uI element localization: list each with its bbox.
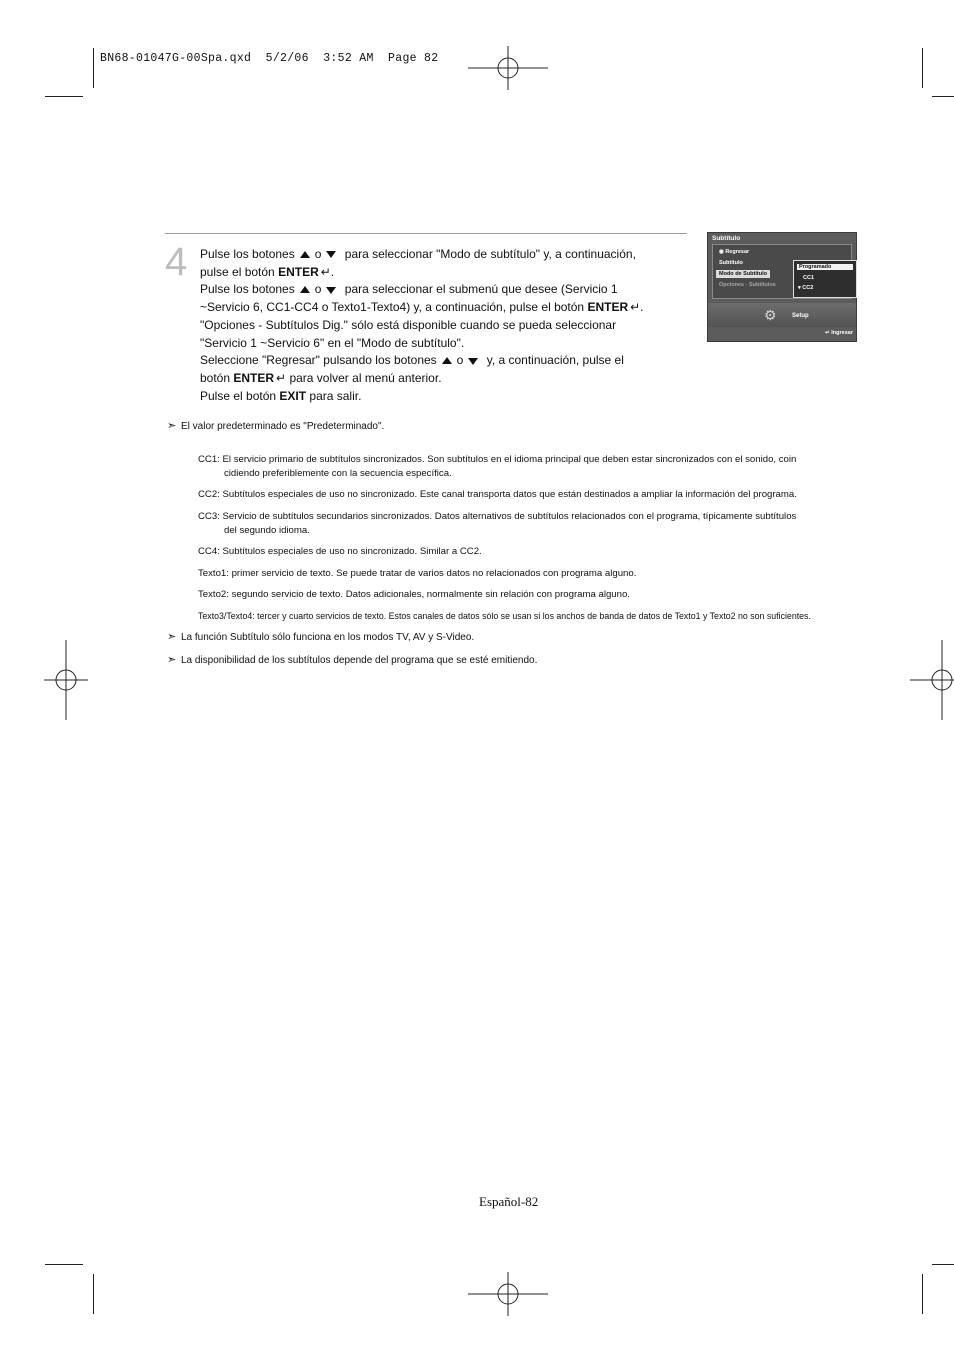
tv-menu-item-options: Opciones - Subtítulos (719, 282, 776, 288)
tv-menu-item-subtitle: Subtítulo (719, 260, 743, 266)
registration-mark-right (910, 640, 954, 720)
step-line-1: Pulse los botones o para seleccionar "Modo de subtítulo" y, a continuación, (200, 247, 636, 261)
tv-popup-item-cc1: CC1 (803, 275, 815, 281)
note-availability: ➣ La disponibilidad de los subtítulos depende del programa que se esté emitiendo. (167, 654, 538, 666)
gear-icon: ⚙ (764, 307, 777, 323)
step-line-6: "Servicio 1 ~Servicio 6" en el "Modo de subtítulo". (200, 335, 465, 350)
enter-icon: ↵ (825, 330, 830, 336)
down-arrow-icon (326, 287, 336, 294)
tv-menu-setup-label: Setup (792, 313, 809, 319)
note-arrow-icon: ➣ (167, 420, 177, 432)
enter-icon: ↵ (320, 264, 331, 279)
enter-icon: ↵ (276, 370, 287, 385)
tv-menu-panel (712, 244, 852, 299)
registration-mark-bottom (468, 1272, 548, 1316)
file-info-header: BN68-01047G-00Spa.qxd 5/2/06 3:52 AM Page 82 (100, 52, 439, 65)
definition-text1: Texto1: primer servicio de texto. Se puede tratar de varios datos no relacionados con programa alguno. (198, 568, 637, 579)
page-number: Español-82 (479, 1194, 539, 1209)
registration-mark-left (44, 640, 88, 720)
note-default-value: ➣ El valor predeterminado es "Predeterminado". (167, 420, 385, 432)
step-line-3: Pulse los botones o para seleccionar el submenú que desee (Servicio 1 (200, 282, 618, 297)
tv-menu-screenshot (707, 232, 857, 342)
tv-menu-title: Subtítulo (712, 235, 741, 242)
tv-menu-item-return: ◉ Regresar (719, 249, 750, 255)
tv-menu-item-mode: Modo de Subtítulo (716, 270, 770, 278)
tv-popup-item-cc2: ▾ CC2 (798, 285, 814, 291)
step-instructions (200, 246, 680, 405)
registration-mark-top (468, 46, 548, 90)
definition-cc1: CC1: El servicio primario de subtítulos sincronizados. Son subtítulos en el idioma principal que deben estar sincronizados con el sonido, coin cidiendo preferiblemente con la secuencia específica. (198, 454, 797, 479)
up-arrow-icon (300, 286, 310, 293)
definition-cc4: CC4: Subtítulos especiales de uso no sincronizado. Similar a CC2. (198, 546, 482, 557)
down-arrow-icon (468, 358, 478, 365)
tv-menu-popup (793, 260, 857, 298)
tv-popup-item-programmed: Programado (797, 264, 853, 270)
step-line-9: Pulse el botón EXIT para salir. (200, 388, 362, 403)
step-number: 4 (165, 240, 188, 284)
down-arrow-icon (326, 251, 336, 258)
up-arrow-icon (442, 357, 452, 364)
definition-text2: Texto2: segundo servicio de texto. Datos adicionales, normalmente sin relación con programa alguno. (198, 589, 630, 600)
note-function: ➣ La función Subtítulo sólo funciona en los modos TV, AV y S-Video. (167, 631, 475, 643)
step-line-2: pulse el botón ENTER ↵. (200, 264, 680, 282)
step-line-8: botón ENTER ↵ para volver al menú anterior. (200, 370, 680, 388)
step-line-4: ~Servicio 6, CC1-CC4 o Texto1-Texto4) y, a continuación, pulse el botón ENTER ↵. (200, 299, 680, 317)
tv-menu-footer-band (708, 303, 856, 327)
enter-icon: ↵ (630, 300, 641, 315)
note-arrow-icon: ➣ (167, 654, 177, 666)
definition-cc2: CC2: Subtítulos especiales de uso no sincronizado. Este canal transporta datos que están destinados a ampliar la información del programa. (198, 489, 797, 500)
step-line-7: Seleccione "Regresar" pulsando los botones o y, a continuación, pulse el (200, 353, 624, 368)
tv-menu-enter-label: ↵ Ingresar (825, 330, 853, 336)
step-line-5: "Opciones - Subtítulos Dig." sólo está disponible cuando se pueda seleccionar (200, 317, 617, 332)
section-rule (165, 233, 687, 234)
definition-cc3: CC3: Servicio de subtítulos secundarios sincronizados. Datos alternativos de subtítulos relacionados con el programa, típicamente subtítulos del segundo idioma. (198, 511, 797, 536)
up-arrow-icon (300, 251, 310, 258)
definition-text3-text4: Texto3/Texto4: tercer y cuarto servicios de texto. Estos canales de datos sólo se usan si los anchos de banda de datos de Texto1 y Texto2 no son suficientes. (198, 611, 811, 621)
note-arrow-icon: ➣ (167, 631, 177, 643)
